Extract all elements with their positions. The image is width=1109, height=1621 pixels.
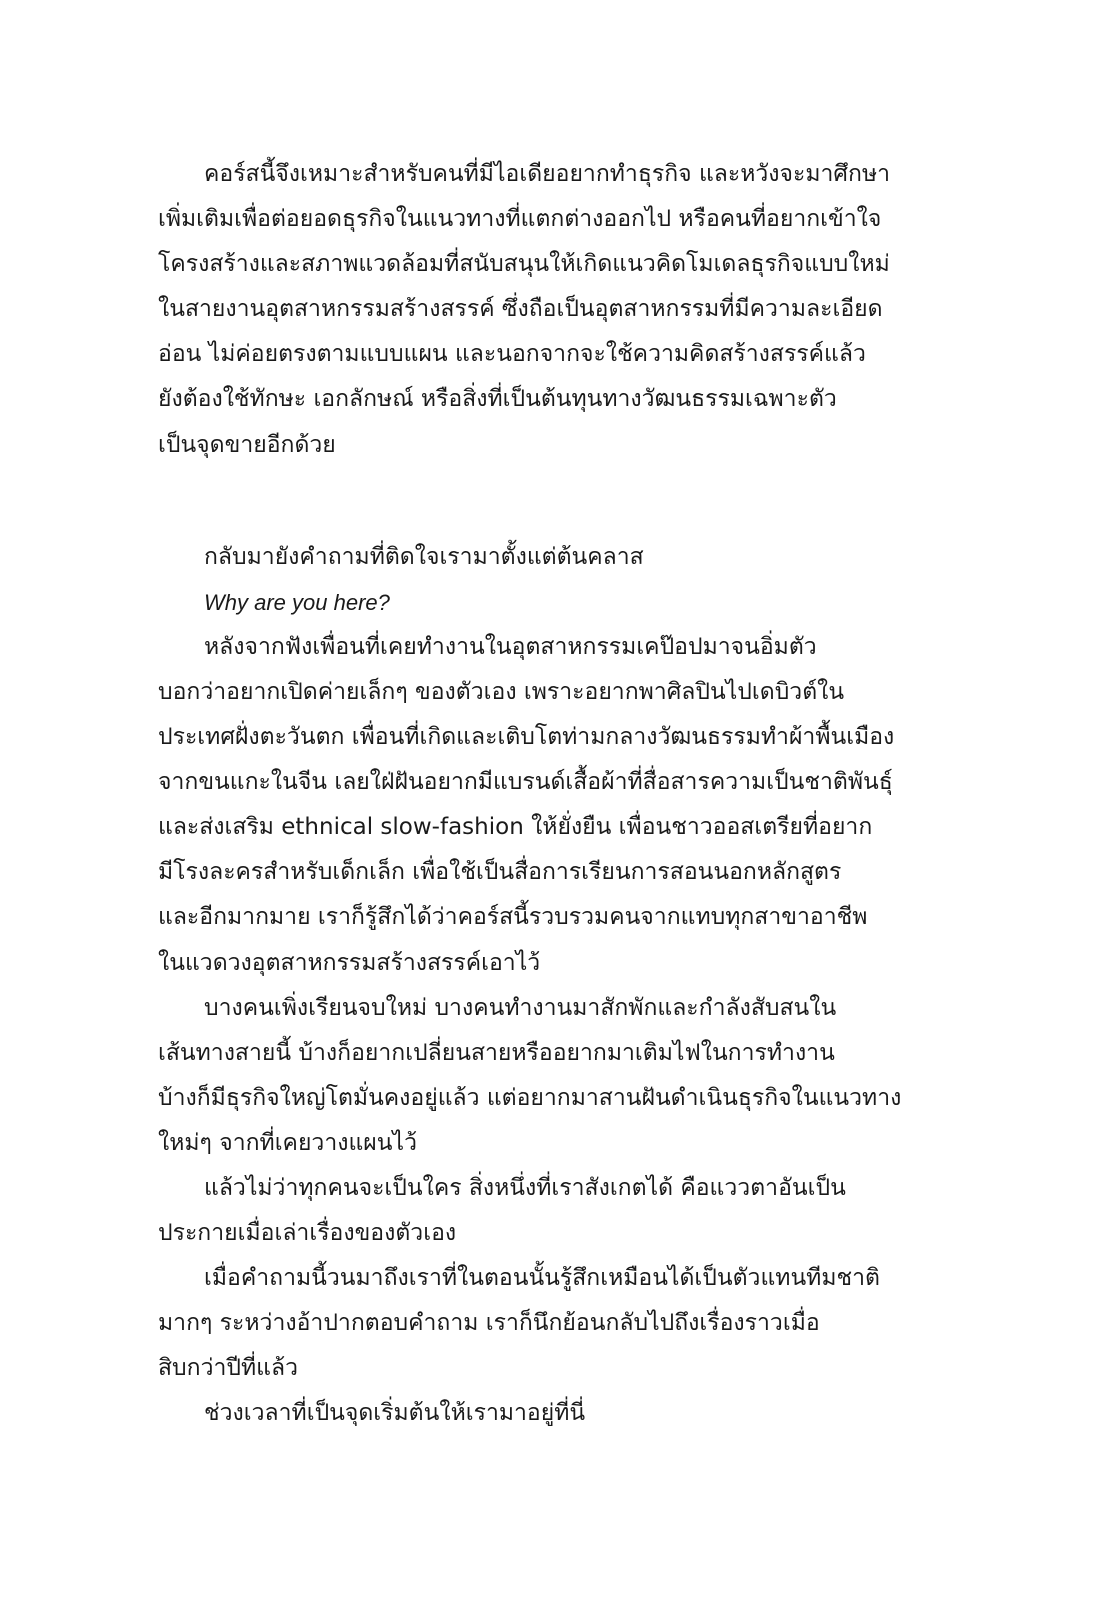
text-line: เป็นจุดขายอีกด้วย xyxy=(158,431,336,458)
text-line: โครงสร้างและสภาพแวดล้อมที่สนับสนุนให้เกิดแนวคิดโมเดลธุรกิจแบบใหม่ xyxy=(158,251,890,278)
body-text xyxy=(158,152,948,1437)
text-line: ใหม่ๆ จากที่เคยวางแผนไว้ xyxy=(158,1129,417,1156)
text-line: อ่อน ไม่ค่อยตรงตามแบบแผน และนอกจากจะใช้ความคิดสร้างสรรค์แล้ว xyxy=(158,341,866,368)
text-line: ในแวดวงอุตสาหกรรมสร้างสรรค์เอาไว้ xyxy=(158,949,541,976)
paragraph-1 xyxy=(158,152,948,468)
text-line: บอกว่าอยากเปิดค่ายเล็กๆ ของตัวเอง เพราะอยากพาศิลปินไปเดบิวต์ใน xyxy=(158,678,845,705)
text-line: เมื่อคำถามนี้วนมาถึงเราที่ในตอนนั้นรู้สึกเหมือนได้เป็นตัวแทนทีมชาติ xyxy=(204,1265,880,1292)
paragraph-2 xyxy=(158,535,948,580)
text-line: หลังจากฟังเพื่อนที่เคยทำงานในอุตสาหกรรมเคป๊อปมาจนอิ่มตัว xyxy=(204,633,817,660)
text-line: และอีกมากมาย เราก็รู้สึกได้ว่าคอร์สนี้รวบรวมคนจากแทบทุกสาขาอาชีพ xyxy=(158,904,868,931)
text-line: ช่วงเวลาที่เป็นจุดเริ่มต้นให้เรามาอยู่ที่นี่ xyxy=(204,1400,586,1427)
text-line: แล้วไม่ว่าทุกคนจะเป็นใคร สิ่งหนึ่งที่เราสังเกตได้ คือแววตาอันเป็น xyxy=(204,1174,846,1201)
text-line: เพิ่มเติมเพื่อต่อยอดธุรกิจในแนวทางที่แตกต่างออกไป หรือคนที่อยากเข้าใจ xyxy=(158,206,882,233)
text-line: บ้างก็มีธุรกิจใหญ่โตมั่นคงอยู่แล้ว แต่อยากมาสานฝันดำเนินธุรกิจในแนวทาง xyxy=(158,1084,902,1111)
paragraph-5 xyxy=(158,986,948,1166)
text-line: ประกายเมื่อเล่าเรื่องของตัวเอง xyxy=(158,1220,457,1247)
text-line: เส้นทางสายนี้ บ้างก็อยากเปลี่ยนสายหรืออยากมาเติมไฟในการทำงาน xyxy=(158,1039,835,1066)
text-line: สิบกว่าปีที่แล้ว xyxy=(158,1355,298,1382)
paragraph-4 xyxy=(158,625,948,986)
text-line: ในสายงานอุตสาหกรรมสร้างสรรค์ ซึ่งถือเป็นอุตสาหกรรมที่มีความละเอียด xyxy=(158,296,883,323)
paragraph-3-question xyxy=(158,580,948,625)
question-line: Why are you here? xyxy=(204,589,390,615)
paragraph-6 xyxy=(158,1166,948,1256)
text-line: ประเทศฝั่งตะวันตก เพื่อนที่เกิดและเติบโตท่ามกลางวัฒนธรรมทำผ้าพื้นเมือง xyxy=(158,724,895,751)
text-line: กลับมายังคำถามที่ติดใจเรามาตั้งแต่ต้นคลาส xyxy=(204,543,644,570)
paragraph-7 xyxy=(158,1256,948,1391)
text-line: มากๆ ระหว่างอ้าปากตอบคำถาม เราก็นึกย้อนกลับไปถึงเรื่องราวเมื่อ xyxy=(158,1310,820,1337)
paragraph-8 xyxy=(158,1391,948,1436)
paragraph-spacer xyxy=(158,468,948,535)
text-line: บางคนเพิ่งเรียนจบใหม่ บางคนทำงานมาสักพักและกำลังสับสนใน xyxy=(204,994,837,1021)
text-line: จากขนแกะในจีน เลยใฝ่ฝันอยากมีแบรนด์เสื้อผ้าที่สื่อสารความเป็นชาติพันธุ์ xyxy=(158,769,893,796)
text-line: คอร์สนี้จึงเหมาะสำหรับคนที่มีไอเดียอยากทำธุรกิจ และหวังจะมาศึกษา xyxy=(204,161,891,187)
text-line: และส่งเสริม ethnical slow-fashion ให้ยั่งยืน เพื่อนชาวออสเตรียที่อยาก xyxy=(158,814,873,841)
text-line: มีโรงละครสำหรับเด็กเล็ก เพื่อใช้เป็นสื่อการเรียนการสอนนอกหลักสูตร xyxy=(158,859,842,886)
text-line: ยังต้องใช้ทักษะ เอกลักษณ์ หรือสิ่งที่เป็นต้นทุนทางวัฒนธรรมเฉพาะตัว xyxy=(158,386,837,413)
